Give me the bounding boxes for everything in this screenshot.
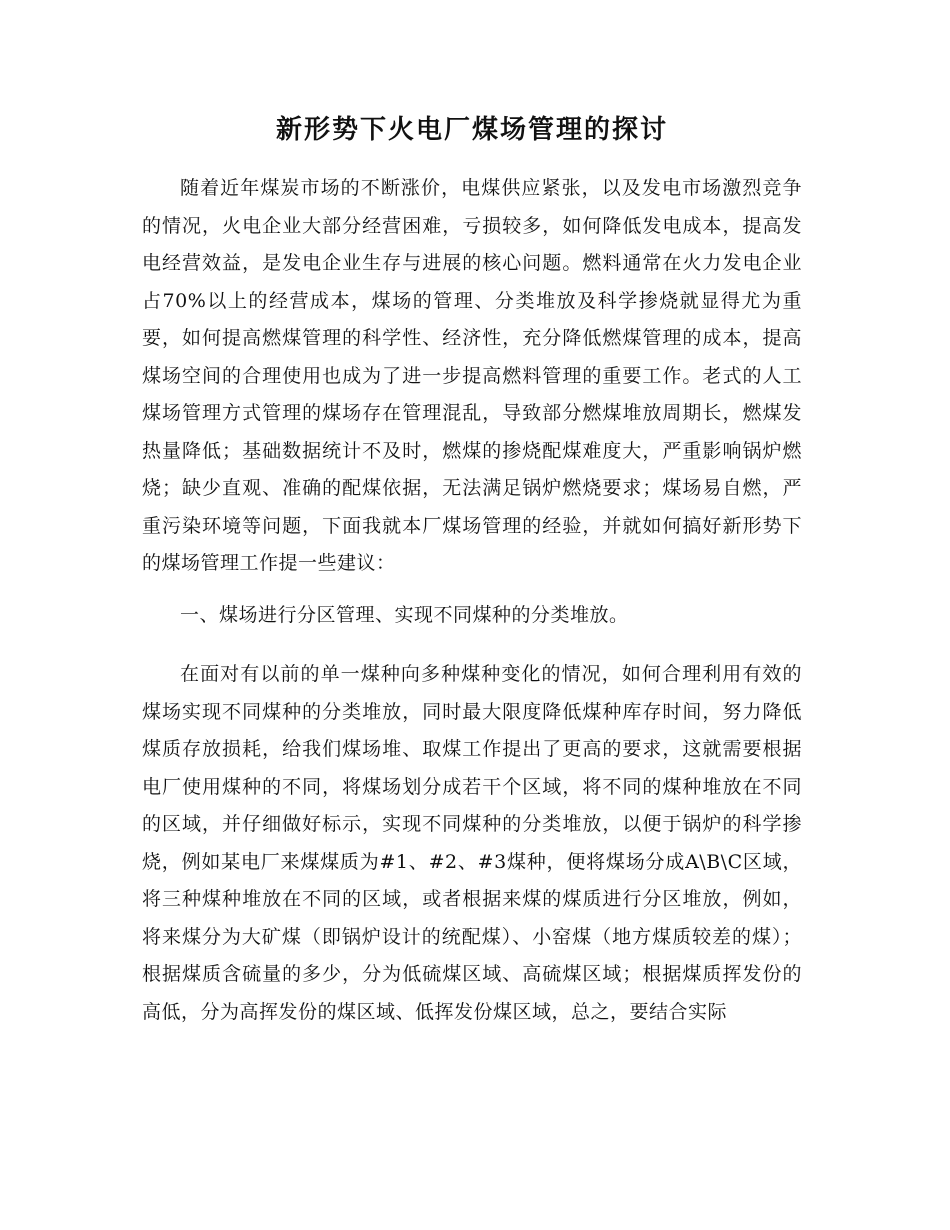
document-title: 新形势下火电厂煤场管理的探讨 xyxy=(275,115,668,145)
paragraph-section-1: 在面对有以前的单一煤种向多种煤种变化的情况，如何合理利用有效的煤场实现不同煤种的分类堆放，同时最大限度降低煤种库存时间，努力降低煤质存放损耗，给我们煤场堆、取煤工作提出了更高的要求，这就需要根据电厂使用煤种的不同，将煤场划分成若干个区域，将不同的煤种堆放在不同的区域，并仔细做好标示，实现不同煤种的分类堆放，以便于锅炉的科学掺烧，例如某电厂来煤煤质为#1、#2、#3煤种，便将煤场分成A\B\C区域，将三种煤种堆放在不同的区域，或者根据来煤的煤质进行分区堆放，例如，将来煤分为大矿煤（即锅炉设计的统配煤）、小窑煤（地方煤质较差的煤）；根据煤质含硫量的多少，分为低硫煤区域、高硫煤区域；根据煤质挥发份的高低，分为高挥发份的煤区域、低挥发份煤区域，总之，要结合实际 xyxy=(142,663,802,1023)
paragraph-intro: 随着近年煤炭市场的不断涨价，电煤供应紧张，以及发电市场激烈竞争的情况，火电企业大部分经营困难，亏损较多，如何降低发电成本，提高发电经营效益，是发电企业生存与进展的核心问题。燃料通常在火力发电企业占70%以上的经营成本，煤场的管理、分类堆放及科学掺烧就显得尤为重要，如何提高燃煤管理的科学性、经济性，充分降低燃煤管理的成本，提高煤场空间的合理使用也成为了进一步提高燃料管理的重要工作。老式的人工煤场管理方式管理的煤场存在管理混乱，导致部分燃煤堆放周期长，燃煤发热量降低；基础数据统计不及时，燃煤的掺烧配煤难度大，严重影响锅炉燃烧；缺少直观、准确的配煤依据，无法满足锅炉燃烧要求；煤场易自燃，严重污染环境等问题，下面我就本厂煤场管理的经验，并就如何搞好新形势下的煤场管理工作提一些建议： xyxy=(142,177,802,574)
document-page xyxy=(142,108,802,1031)
section-heading-1: 一、煤场进行分区管理、实现不同煤种的分类堆放。 xyxy=(180,603,629,626)
